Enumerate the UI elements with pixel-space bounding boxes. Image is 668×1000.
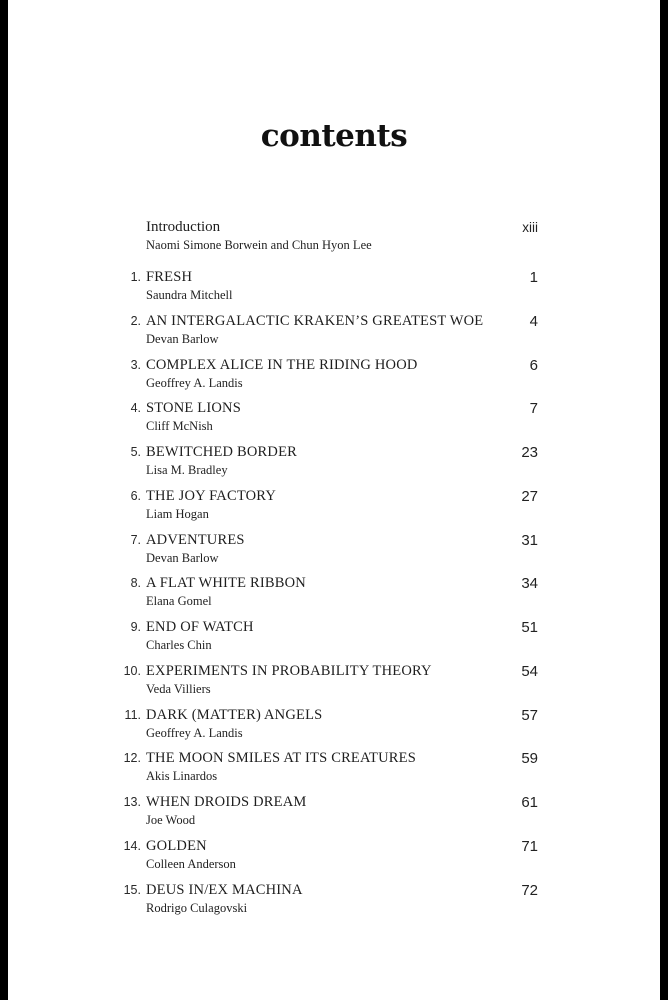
entry-number: 13.	[123, 795, 141, 809]
entry-author: Devan Barlow	[146, 331, 219, 346]
entry-author: Akis Linardos	[146, 769, 218, 784]
toc-entry	[0, 532, 668, 572]
toc-entry	[0, 575, 668, 615]
entry-number: 10.	[123, 663, 141, 678]
entry-title: END OF WATCH	[146, 619, 254, 635]
entry-title: DARK (MATTER) ANGELS	[146, 706, 323, 723]
entry-title: THE MOON SMILES AT ITS CREATURES	[146, 750, 416, 767]
entry-number: 6.	[130, 488, 141, 503]
entry-page-number: 61	[521, 794, 538, 811]
entry-title: GOLDEN	[146, 837, 207, 854]
entry-number: 9.	[130, 620, 141, 634]
entry-title: COMPLEX ALICE IN THE RIDING HOOD	[146, 356, 418, 373]
entry-title: DEUS IN/EX MACHINA	[146, 881, 303, 898]
toc-entry	[0, 444, 668, 484]
entry-number: 2.	[130, 313, 141, 328]
entry-title: ADVENTURES	[146, 531, 245, 548]
entry-page-number: 27	[521, 487, 538, 505]
entry-number: 12.	[123, 751, 141, 766]
entry-page-number: 71	[521, 837, 538, 855]
entry-title: A FLAT WHITE RIBBON	[146, 575, 306, 592]
entry-page-number: 72	[521, 881, 538, 899]
entry-page-number: 6	[529, 356, 538, 374]
entry-title: STONE LIONS	[146, 400, 241, 417]
entry-author: Charles Chin	[146, 638, 212, 652]
toc-entry	[0, 838, 668, 878]
entry-page-number: 31	[521, 531, 538, 549]
entry-author: Devan Barlow	[146, 550, 219, 565]
entry-title: FRESH	[146, 269, 193, 285]
toc-entry	[0, 619, 668, 659]
entry-number: 8.	[130, 576, 141, 591]
toc-entry	[0, 794, 668, 834]
entry-title: AN INTERGALACTIC KRAKEN’S GREATEST WOE	[146, 312, 484, 329]
entry-author: Cliff McNish	[146, 419, 213, 434]
entry-author: Liam Hogan	[146, 506, 209, 521]
entry-number: 14.	[123, 838, 141, 853]
entry-page-number: 7	[529, 400, 538, 418]
entry-title: BEWITCHED BORDER	[146, 444, 298, 460]
entry-page-number: 23	[521, 444, 538, 461]
toc-entry	[0, 488, 668, 528]
entry-author: Naomi Simone Borwein and Chun Hyon Lee	[146, 238, 372, 252]
toc-entry	[0, 663, 668, 703]
entry-author: Rodrigo Culagovski	[146, 900, 248, 915]
entry-title: EXPERIMENTS IN PROBABILITY THEORY	[146, 662, 432, 679]
entry-number: 4.	[130, 401, 141, 416]
entry-title: THE JOY FACTORY	[146, 487, 277, 504]
entry-author: Geoffrey A. Landis	[146, 375, 243, 390]
entry-number: 3.	[130, 357, 141, 372]
entry-title: WHEN DROIDS DREAM	[146, 794, 307, 810]
entry-title: Introduction	[146, 219, 221, 235]
entry-number: 15.	[123, 882, 141, 897]
entry-number: 1.	[130, 270, 141, 284]
entry-page-number: 57	[521, 706, 538, 724]
toc-entry	[0, 750, 668, 790]
entry-number: 5.	[130, 445, 141, 459]
entry-page-number: 1	[529, 269, 538, 286]
entry-page-number: 4	[529, 312, 538, 330]
entry-author: Saundra Mitchell	[146, 288, 233, 302]
toc-entry	[0, 269, 668, 309]
entry-number: 7.	[130, 532, 141, 547]
entry-page-number: xiii	[522, 220, 538, 235]
toc-entry	[0, 357, 668, 397]
toc-entry	[0, 882, 668, 922]
toc-entry	[0, 313, 668, 353]
entry-page-number: 34	[521, 575, 538, 593]
entry-author: Joe Wood	[146, 813, 196, 827]
entry-page-number: 51	[521, 619, 538, 636]
entry-author: Colleen Anderson	[146, 856, 236, 871]
toc-entry	[0, 707, 668, 747]
entry-page-number: 54	[521, 662, 538, 680]
entry-author: Geoffrey A. Landis	[146, 725, 243, 740]
entry-number: 11.	[124, 707, 141, 722]
toc-entry-introduction	[0, 219, 668, 259]
page-title: contents	[260, 118, 408, 154]
entry-author: Elana Gomel	[146, 594, 212, 609]
entry-page-number: 59	[521, 750, 538, 768]
entry-author: Veda Villiers	[146, 681, 211, 696]
entry-author: Lisa M. Bradley	[146, 463, 228, 477]
toc-entry	[0, 400, 668, 440]
